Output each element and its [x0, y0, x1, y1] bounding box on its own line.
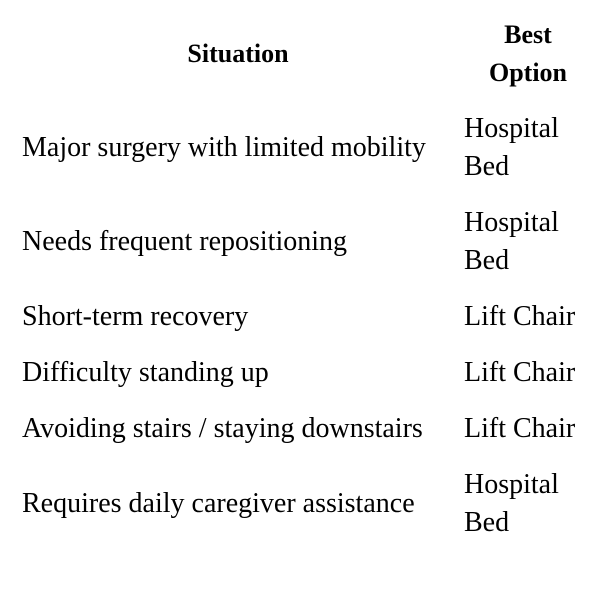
cell-best-option: Hospital Bed: [464, 207, 559, 276]
cell-best-option: Lift Chair: [464, 357, 576, 388]
table-header-row: [22, 16, 592, 92]
cell-best-option: Hospital Bed: [464, 469, 559, 538]
table-row: [22, 110, 592, 186]
header-best-option: Best Option: [488, 20, 568, 87]
table-row: [22, 466, 592, 542]
cell-best-option: Lift Chair: [464, 301, 576, 332]
cell-situation: Major surgery with limited mobility: [22, 132, 426, 163]
cell-situation: Avoiding stairs / staying downstairs: [22, 413, 423, 444]
cell-situation: Needs frequent repositioning: [22, 226, 348, 257]
table-row: [22, 354, 592, 392]
cell-situation: Requires daily caregiver assistance: [22, 488, 415, 519]
cell-situation: Difficulty standing up: [22, 357, 269, 388]
comparison-table-container: [12, 8, 602, 560]
comparison-table: [12, 0, 602, 560]
table-row: [22, 298, 592, 336]
cell-best-option: Lift Chair: [464, 413, 576, 444]
header-situation: Situation: [187, 39, 289, 68]
table-row: [22, 410, 592, 448]
table-row: [22, 204, 592, 280]
cell-situation: Short-term recovery: [22, 301, 249, 332]
cell-best-option: Hospital Bed: [464, 113, 559, 182]
